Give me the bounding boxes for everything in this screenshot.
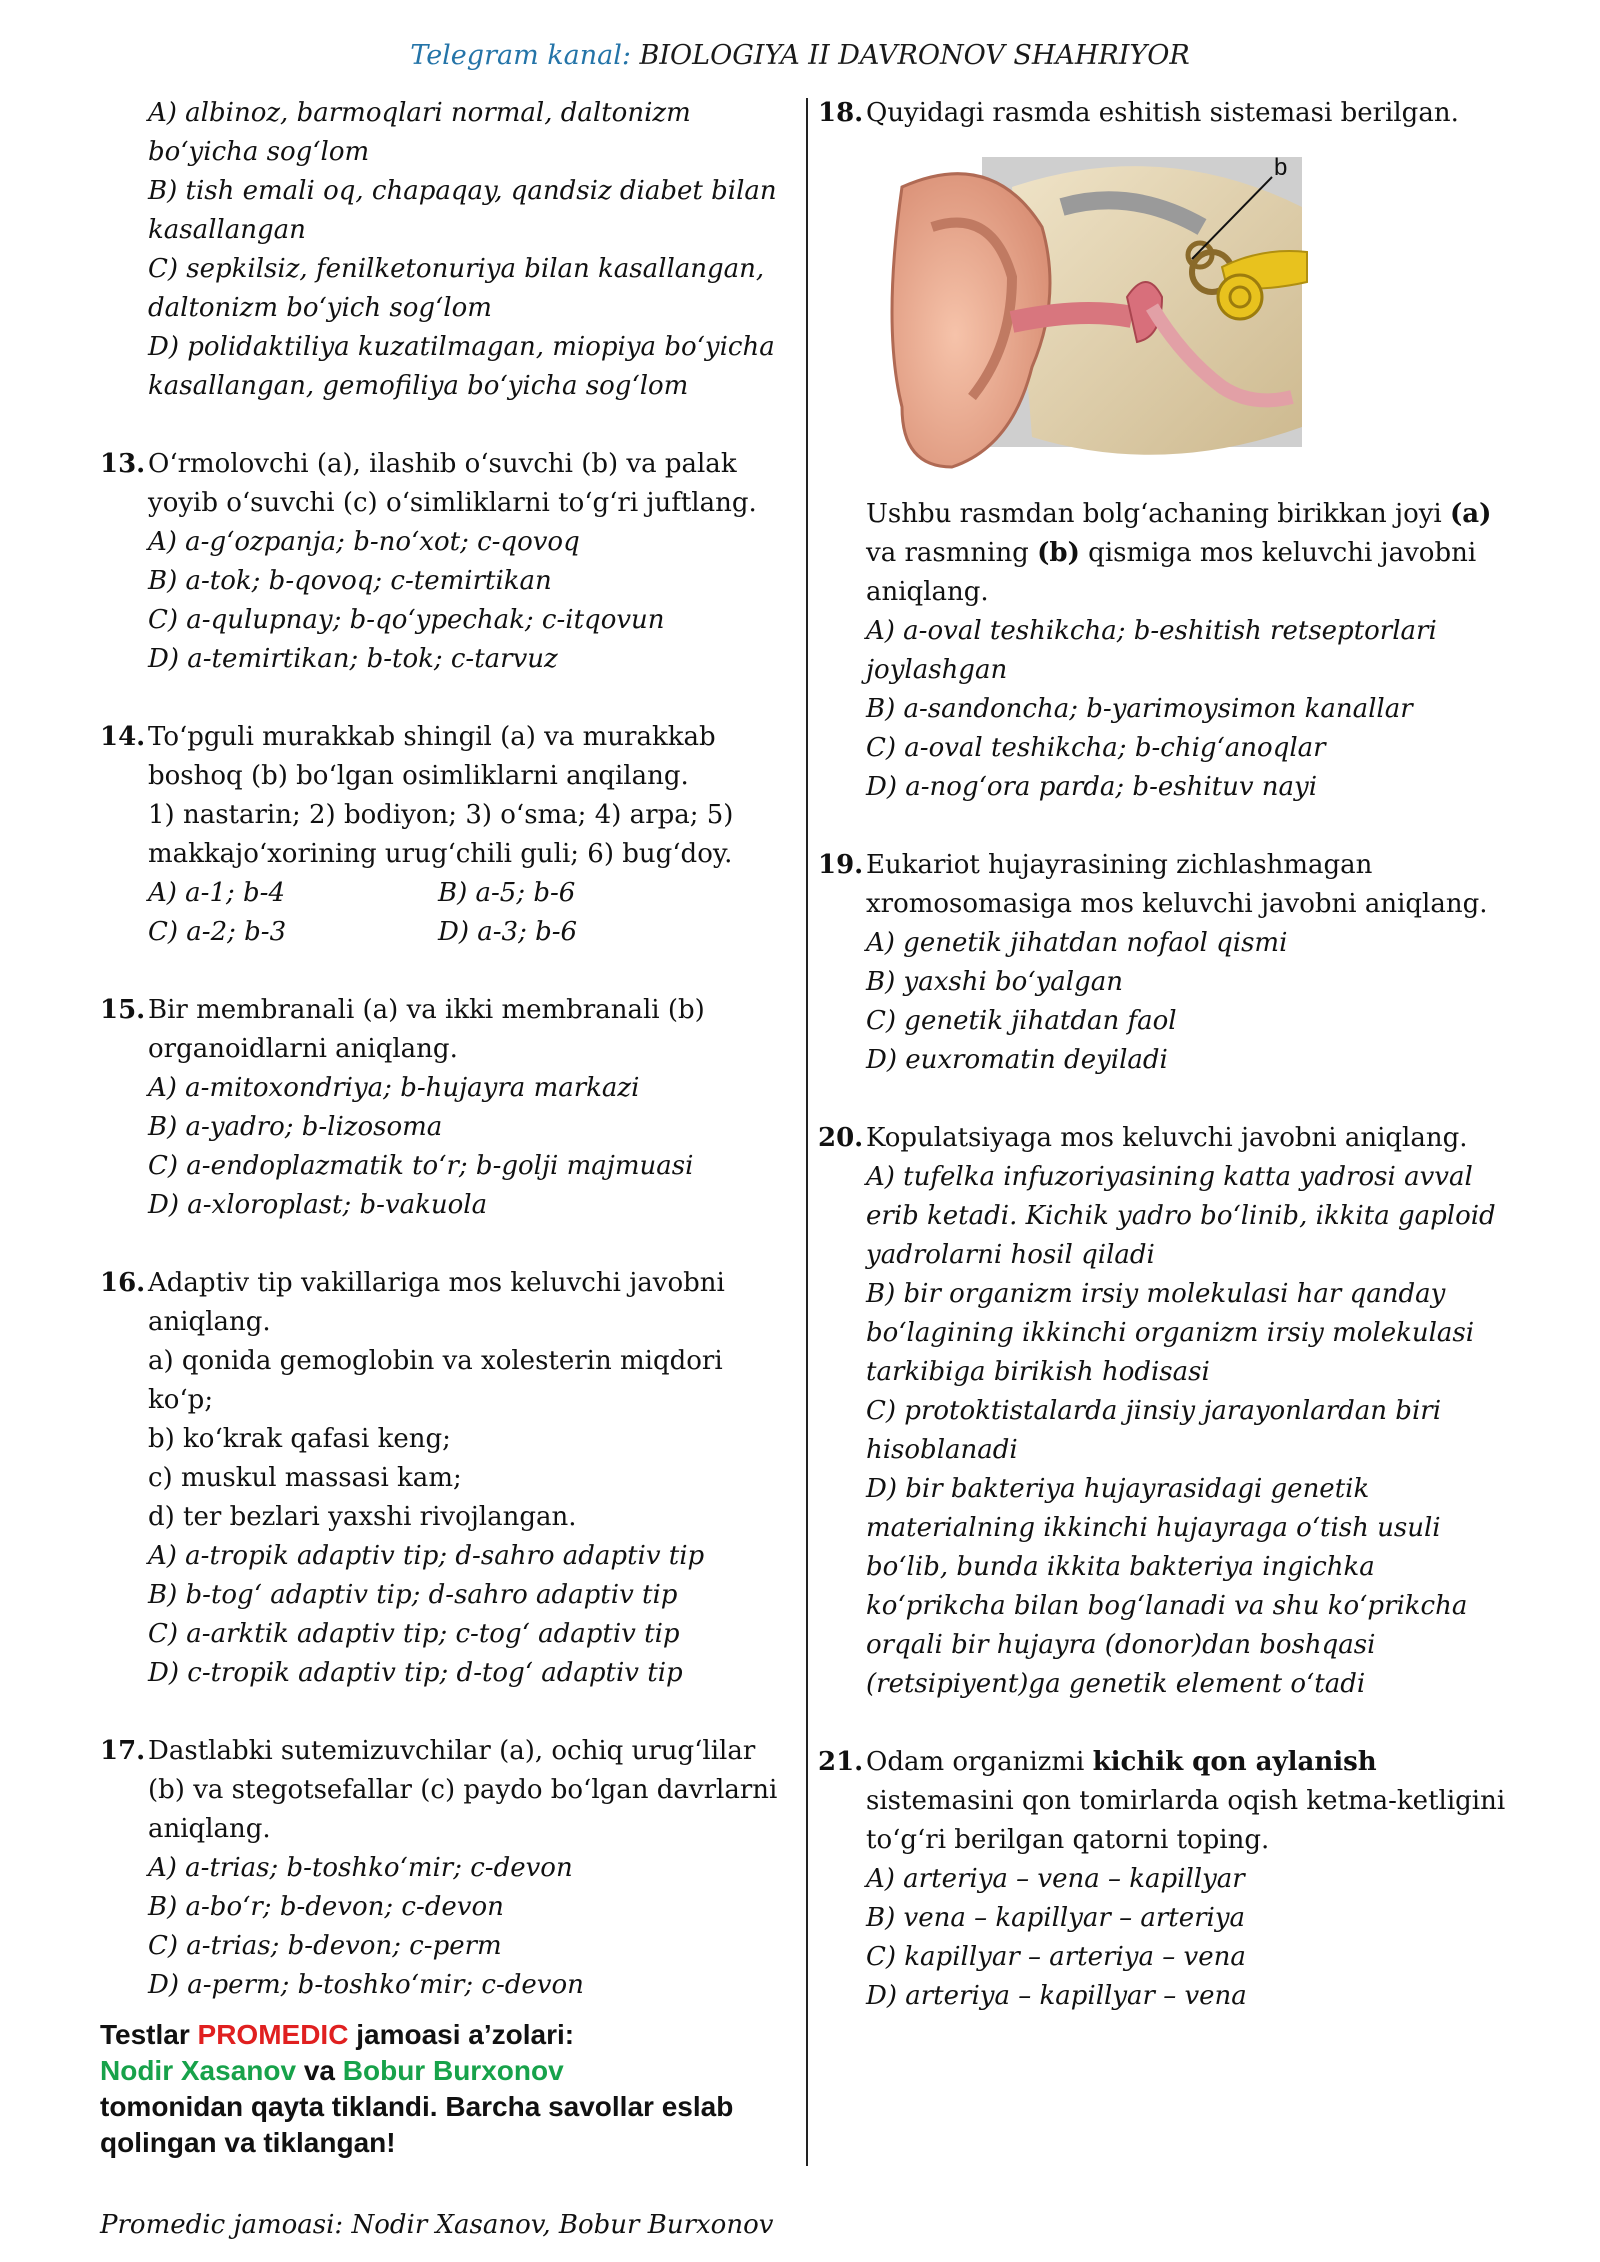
ear-anatomy-image	[862, 147, 1312, 487]
option-row: C) a-2; b-3 D) a-3; b-6	[148, 917, 578, 947]
question-20	[818, 1119, 1518, 1158]
question-text: To‘pguli murakkab shingil (a) va murakkab boshoq (b) bo‘lgan osimliklarni anqilang.	[148, 722, 716, 791]
option: C) a-oval teshikcha; b-chig‘anoqlar	[866, 733, 1326, 763]
option: D) euxromatin deyiladi	[866, 1045, 1168, 1075]
option: C) a-trias; b-devon; c-perm	[148, 1931, 502, 1961]
question-text: Bir membranali (a) va ikki membranali (b) organoidlarni aniqlang.	[148, 995, 705, 1064]
option: C) a-arktik adaptiv tip; c-tog‘ adaptiv tip	[148, 1619, 680, 1649]
question-item: d) ter bezlari yaxshi rivojlangan.	[148, 1502, 577, 1532]
left-column	[100, 94, 790, 2161]
option: B) a-bo‘r; b-devon; c-devon	[148, 1892, 504, 1922]
option: A) tufelka infuzoriyasining katta yadrosi avval erib ketadi. Kichik yadro bo‘linib, ikkita gaploid yadrolarni hosil qiladi	[866, 1162, 1496, 1270]
option: D) a-perm; b-toshko‘mir; c-devon	[148, 1970, 584, 2000]
question-number: 20.	[818, 1123, 864, 1153]
promedic-note: Testlar PROMEDIC jamoasi a’zolari: Nodir Xasanov va Bobur Burxonov tomonidan qayta tiklandi. Barcha savollar eslab qolingan va tiklangan!	[100, 2019, 734, 2158]
question-text: O‘rmolovchi (a), ilashib o‘suvchi (b) va palak yoyib o‘suvchi (c) o‘simliklarni to‘g‘ri juftlang.	[148, 449, 757, 518]
option: A) a-oval teshikcha; b-eshitish retseptorlari joylashgan	[866, 616, 1437, 685]
option: B) yaxshi bo‘yalgan	[866, 967, 1123, 997]
option: D) a-xloroplast; b-vakuola	[148, 1190, 488, 1220]
carry-option: B) tish emali oq, chapaqay, qandsiz diabet bilan kasallangan	[148, 176, 777, 245]
option: B) a-yadro; b-lizosoma	[148, 1112, 443, 1142]
header-key: Telegram kanal:	[410, 40, 631, 71]
question-14	[100, 718, 790, 796]
header-value: BIOLOGIYA II DAVRONOV SHAHRIYOR	[639, 40, 1190, 71]
option: B) b-tog‘ adaptiv tip; d-sahro adaptiv tip	[148, 1580, 678, 1610]
question-text: Adaptiv tip vakillariga mos keluvchi javobni aniqlang.	[148, 1268, 725, 1337]
question-text: Kopulatsiyaga mos keluvchi javobni aniqlang.	[866, 1123, 1468, 1153]
question-21: 21. Odam organizmi kichik qon aylanish sistemasini qon tomirlarda oqish ketma-ketligini to‘g‘ri berilgan qatorni toping.	[818, 1743, 1518, 1860]
option: B) a-tok; b-qovoq; c-temirtikan	[148, 566, 552, 596]
option: A) a-trias; b-toshko‘mir; c-devon	[148, 1853, 573, 1883]
question-17	[100, 1732, 790, 1849]
option: D) c-tropik adaptiv tip; d-tog‘ adaptiv tip	[148, 1658, 683, 1688]
question-number: 21.	[818, 1747, 864, 1777]
question-18	[818, 94, 1518, 133]
question-16	[100, 1264, 790, 1342]
option-row: A) a-1; b-4 B) a-5; b-6	[148, 878, 576, 908]
option: D) bir bakteriya hujayrasidagi genetik materialning ikkinchi hujayraga o‘tish usuli bo‘lib, bunda ikkita bakteriya ingichka ko‘prikcha bilan bog‘lanadi va shu ko‘prikcha orqali bir hujayra (donor)dan boshqasi (retsipiyent)ga genetik element o‘tadi	[866, 1474, 1468, 1699]
question-number: 15.	[100, 995, 146, 1025]
question-text-2: Ushbu rasmdan bolg‘achaning birikkan joyi (a) va rasmning (b) qismiga mos keluvchi javobni aniqlang.	[866, 499, 1492, 607]
question-19	[818, 846, 1518, 924]
option: D) arteriya – kapillyar – vena	[866, 1981, 1247, 2011]
option: B) a-sandoncha; b-yarimoysimon kanallar	[866, 694, 1413, 724]
option: B) bir organizm irsiy molekulasi har qanday bo‘lagining ikkinchi organizm irsiy molekulasi tarkibiga birikish hodisasi	[866, 1279, 1475, 1387]
question-item: a) qonida gemoglobin va xolesterin miqdori ko‘p;	[148, 1346, 723, 1415]
question-item: c) muskul massasi kam;	[148, 1463, 462, 1493]
question-number: 14.	[100, 722, 146, 752]
question-text: Dastlabki sutemizuvchilar (a), ochiq urug‘lilar (b) va stegotsefallar (c) paydo bo‘lgan davrlarni aniqlang.	[148, 1736, 778, 1844]
carry-option: D) polidaktiliya kuzatilmagan, miopiya bo‘yicha kasallangan, gemofiliya bo‘yicha sog‘lom	[148, 332, 775, 401]
option: C) a-endoplazmatik to‘r; b-golji majmuasi	[148, 1151, 694, 1181]
option: A) a-mitoxondriya; b-hujayra markazi	[148, 1073, 640, 1103]
promedic-brand: PROMEDIC	[197, 2019, 349, 2050]
page-header	[0, 40, 1600, 71]
right-column	[818, 94, 1518, 2016]
question-items: 1) nastarin; 2) bodiyon; 3) o‘sma; 4) arpa; 5) makkajo‘xorining urug‘chili guli; 6) bug‘doy.	[148, 800, 734, 869]
question-item: b) ko‘krak qafasi keng;	[148, 1424, 451, 1454]
question-text: Eukariot hujayrasining zichlashmagan xromosomasiga mos keluvchi javobni aniqlang.	[866, 850, 1488, 919]
question-13	[100, 445, 790, 523]
option: A) genetik jihatdan nofaol qismi	[866, 928, 1288, 958]
option: D) a-temirtikan; b-tok; c-tarvuz	[148, 644, 558, 674]
option: D) a-nog‘ora parda; b-eshituv nayi	[866, 772, 1318, 802]
option: C) protoktistalarda jinsiy jarayonlardan biri hisoblanadi	[866, 1396, 1442, 1465]
column-divider	[806, 98, 808, 2166]
question-number: 18.	[818, 98, 864, 128]
question-15	[100, 991, 790, 1069]
option: C) genetik jihatdan faol	[866, 1006, 1177, 1036]
option: C) kapillyar – arteriya – vena	[866, 1942, 1246, 1972]
question-number: 17.	[100, 1736, 146, 1766]
page-footer: Promedic jamoasi: Nodir Xasanov, Bobur Burxonov	[100, 2210, 774, 2240]
question-number: 16.	[100, 1268, 146, 1298]
carry-option: A) albinoz, barmoqlari normal, daltonizm bo‘yicha sog‘lom	[148, 98, 691, 167]
author-name: Bobur Burxonov	[342, 2055, 564, 2086]
option: A) a-tropik adaptiv tip; d-sahro adaptiv tip	[148, 1541, 705, 1571]
author-name: Nodir Xasanov	[100, 2055, 297, 2086]
option: A) a-g‘ozpanja; b-no‘xot; c-qovoq	[148, 527, 580, 557]
question-number: 19.	[818, 850, 864, 880]
question-number: 13.	[100, 449, 146, 479]
carry-option: C) sepkilsiz, fenilketonuriya bilan kasallangan, daltonizm bo‘yich sog‘lom	[148, 254, 765, 323]
option: A) arteriya – vena – kapillyar	[866, 1864, 1245, 1894]
question-text: Quyidagi rasmda eshitish sistemasi berilgan.	[866, 98, 1459, 128]
label-b: b	[1274, 154, 1288, 181]
option: C) a-qulupnay; b-qo‘ypechak; c-itqovun	[148, 605, 665, 635]
option: B) vena – kapillyar – arteriya	[866, 1903, 1246, 1933]
